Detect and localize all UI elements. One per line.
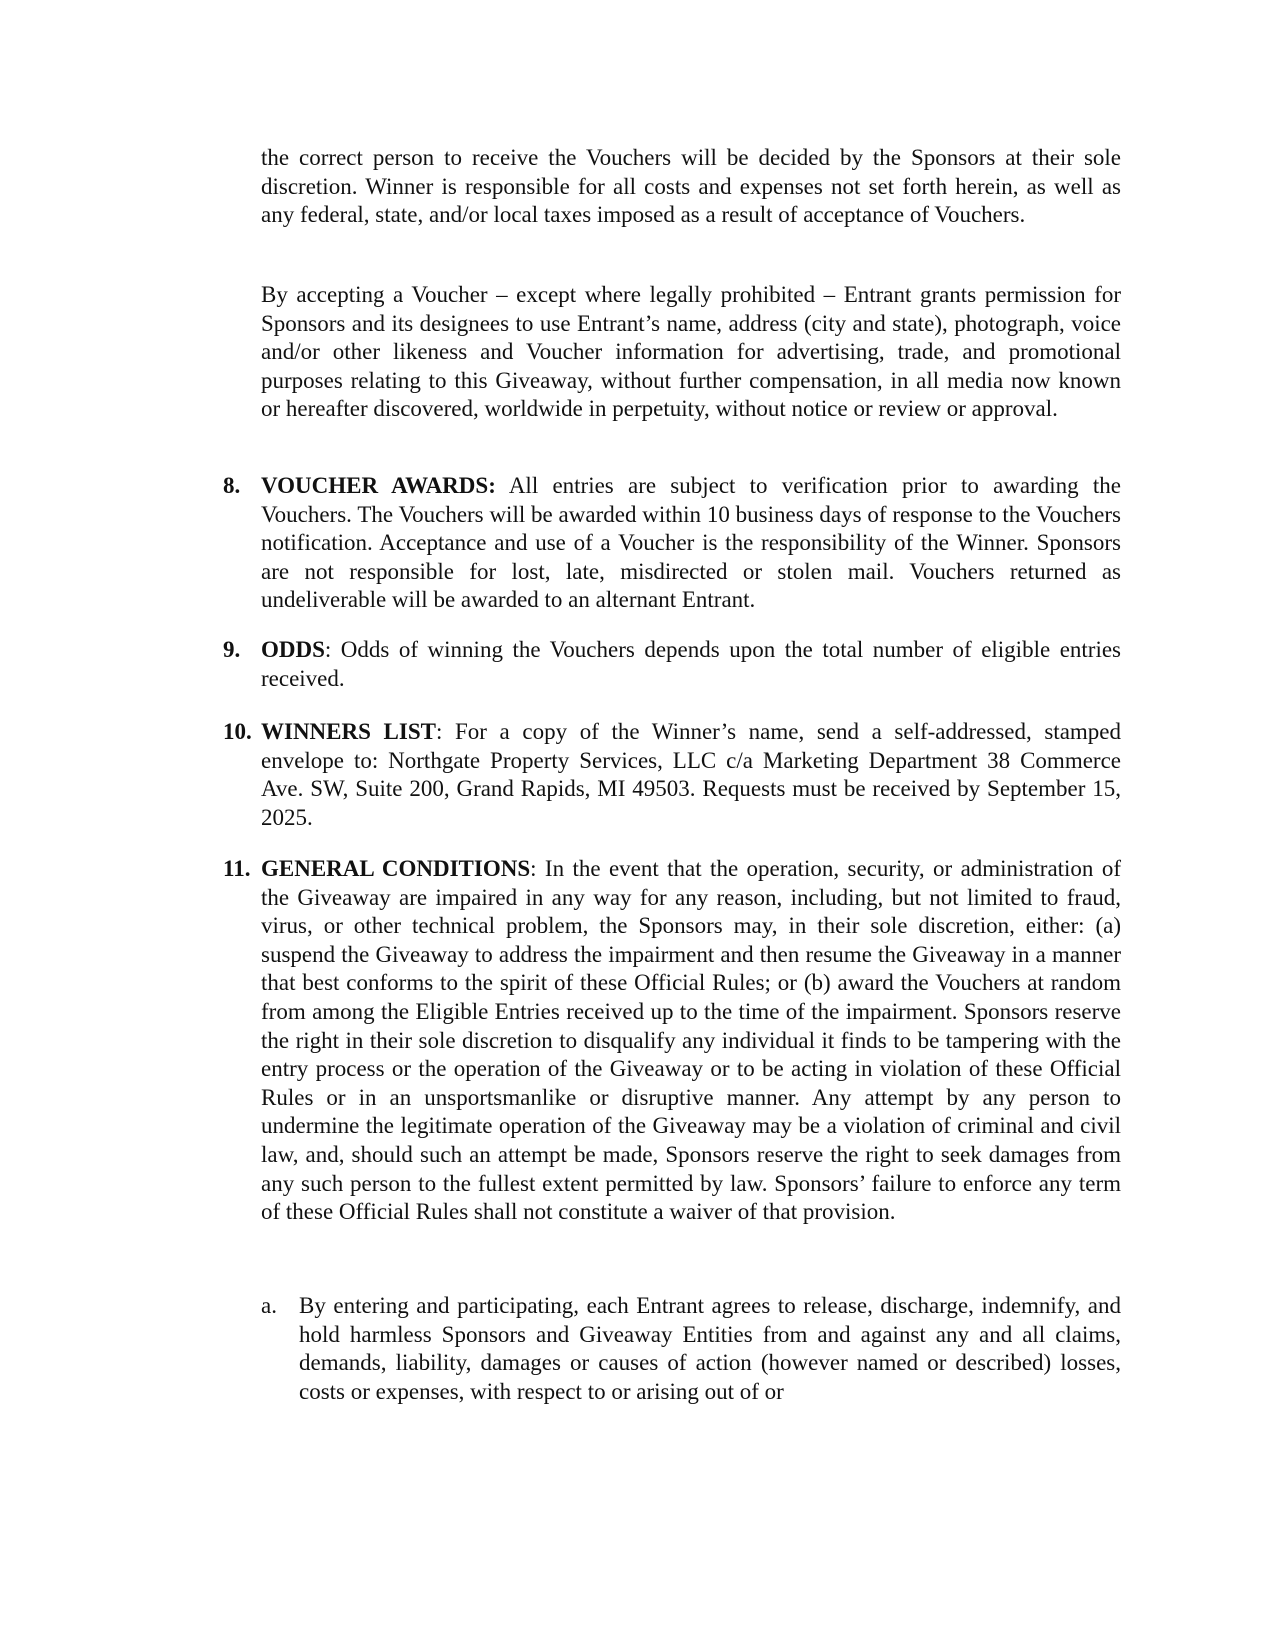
paragraph-publicity-permission: By accepting a Voucher – except where legally prohibited – Entrant grants permission for Sponsors and its designees to use Entrant’s name, address (city and state), photograph, voice and/or other likeness and Voucher information for advertising, trade, and promotional purposes relating to this Giveaway, without further compensation, in all media now known or hereafter discovered, worldwide in perpetuity, without notice or review or approval. [261, 282, 1121, 422]
section-number: 11. [223, 856, 251, 881]
section-number: 10. [223, 719, 252, 744]
section-voucher-awards [223, 472, 1121, 615]
section-number: 9. [223, 637, 241, 662]
subsection-text: By entering and participating, each Entrant agrees to release, discharge, indemnify, and hold harmless Sponsors and Giveaway Entities from and against any and all claims, demands, liability, damages or causes of action (however named or described) losses, costs or expenses, with respect to or arising out of or [299, 1293, 1121, 1404]
section-general-conditions [223, 855, 1121, 1227]
section-winners-list [223, 718, 1121, 832]
subsection-letter: a. [261, 1293, 277, 1318]
section-text: All entries are subject to verification prior to awarding the Vouchers. The Vouchers will be awarded within 10 business days of response to the Vouchers notification. Acceptance and use of a Voucher is the responsibility of the Winner. Sponsors are not responsible for lost, late, misdirected or stolen mail. Vouchers returned as undeliverable will be awarded to an alternant Entrant. [261, 473, 1121, 613]
section-body [261, 636, 1121, 693]
section-odds [223, 636, 1121, 693]
subsection-a-release [261, 1292, 1121, 1406]
section-text: : In the event that the operation, security, or administration of the Giveaway are impaired in any way for any reason, including, but not limited to fraud, virus, or other technical problem, the Sponsors may, in their sole discretion, either: (a) suspend the Giveaway to address the impairment and then resume the Giveaway in a manner that best conforms to the spirit of these Official Rules; or (b) award the Vouchers at random from among the Eligible Entries received up to the time of the impairment. Sponsors reserve the right in their sole discretion to disqualify any individual it finds to be tampering with the entry process or the operation of the Giveaway or to be acting in violation of these Official Rules or in an unsportsmanlike or disruptive manner. Any attempt by any person to undermine the legitimate operation of the Giveaway may be a violation of criminal and civil law, and, should such an attempt be made, Sponsors reserve the right to seek damages from any such person to the fullest extent permitted by law. Sponsors’ failure to enforce any term of these Official Rules shall not constitute a waiver of that provision. [261, 856, 1121, 1225]
section-body [261, 472, 1121, 615]
section-body [261, 718, 1121, 832]
section-text: : Odds of winning the Vouchers depends upon the total number of eligible entries received. [261, 637, 1121, 691]
section-body [261, 855, 1121, 1227]
section-text: : For a copy of the Winner’s name, send a self-addressed, stamped envelope to: Northgate Property Services, LLC c/a Marketing Department 38 Commerce Ave. SW, Suite 200, Grand Rapids, MI 49503. Requests must be received by September 15, 2025. [261, 719, 1122, 830]
section-heading: WINNERS LIST [261, 719, 436, 744]
paragraph-prize-acceptance: the correct person to receive the Vouchers will be decided by the Sponsors at their sole discretion. Winner is responsible for all costs and expenses not set forth herein, as well as any federal, state, and/or local taxes imposed as a result of acceptance of Vouchers. [261, 145, 1121, 228]
section-heading: GENERAL CONDITIONS [261, 856, 531, 881]
section-heading: ODDS [261, 637, 325, 662]
section-heading: VOUCHER AWARDS: [261, 473, 496, 498]
section-number: 8. [223, 473, 241, 498]
